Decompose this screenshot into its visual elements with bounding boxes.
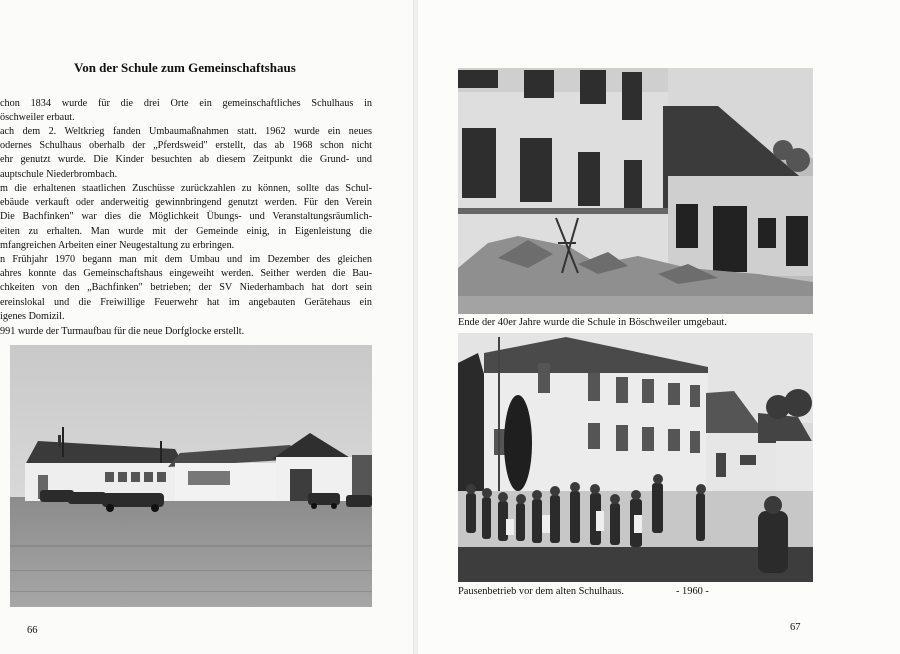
paragraph-4 <box>0 253 372 324</box>
page-number-left: 66 <box>27 625 38 636</box>
text-line: ahres konnte das Gemeinschaftshaus eingeweiht werden. Seither werden die Bau- <box>0 268 372 280</box>
text-line: öschweiler erbaut. <box>0 112 75 124</box>
page-number-right: 67 <box>790 622 801 633</box>
text-line: auptschule Niederbrombach. <box>0 168 118 180</box>
text-line: chon 1834 wurde für die drei Orte ein gemeinschaftliches Schulhaus in <box>0 98 372 109</box>
schoolyard-photo <box>458 333 813 582</box>
paragraph-3 <box>0 182 372 253</box>
community-house-photo <box>10 345 372 607</box>
photo-caption-top: Ende der 40er Jahre wurde die Schule in Böschweiler umgebaut. <box>458 317 727 328</box>
text-line: igenes Domizil. <box>0 310 65 322</box>
text-line: Die Bachfinken" war dies die Möglichkeit Übungs- und Veranstaltungsräumlich- <box>0 211 372 223</box>
text-line: n Frühjahr 1970 begann man mit dem Umbau und im Dezember des gleichen <box>0 254 372 265</box>
photo-caption-bottom: Pausenbetrieb vor dem alten Schulhaus. <box>458 586 624 597</box>
photo-caption-year: - 1960 - <box>676 586 709 597</box>
left-page <box>0 0 415 654</box>
paragraph-1 <box>0 97 372 125</box>
paragraph-5 <box>0 325 372 339</box>
school-renovation-photo <box>458 68 813 314</box>
text-line: ach dem 2. Weltkrieg fanden Umbaumaßnahmen statt. 1962 wurde ein neues <box>0 126 372 137</box>
text-line: ereinslokal und die Freiwillige Feuerwehr hat im angebauten Gerätehaus ein <box>0 296 372 308</box>
text-line: ehr genutzt wurde. Die Kinder besuchten ab diesem Zeitpunkt die Grund- und <box>0 154 372 166</box>
text-line: odernes Schulhaus oberhalb der „Pferdsweid" erstellt, das ab 1968 schon nicht <box>0 140 372 152</box>
paragraph-2 <box>0 125 372 182</box>
right-page <box>418 0 900 654</box>
text-line: ebäude verkauft oder anderweitig gewinnbringend genutzt werden. Für den Verein <box>0 197 372 209</box>
page-title: Von der Schule zum Gemeinschaftshaus <box>74 60 296 75</box>
text-line: m die erhaltenen staatlichen Zuschüsse zurückzahlen zu können, sollte das Schul- <box>0 183 372 194</box>
text-line: 991 wurde der Turmaufbau für die neue Dorfglocke erstellt. <box>0 326 245 337</box>
text-line: chkeiten von den „Bachfinken" betrieben; der SV Niederhambach hat dort sein <box>0 282 372 294</box>
text-line: eiten zu erhalten. Man wurde mit der Gemeinde einig, in Eigenleistung die <box>0 225 372 237</box>
text-line: mfangreichen Arbeiten einer Neugestaltung zu erbringen. <box>0 239 235 251</box>
